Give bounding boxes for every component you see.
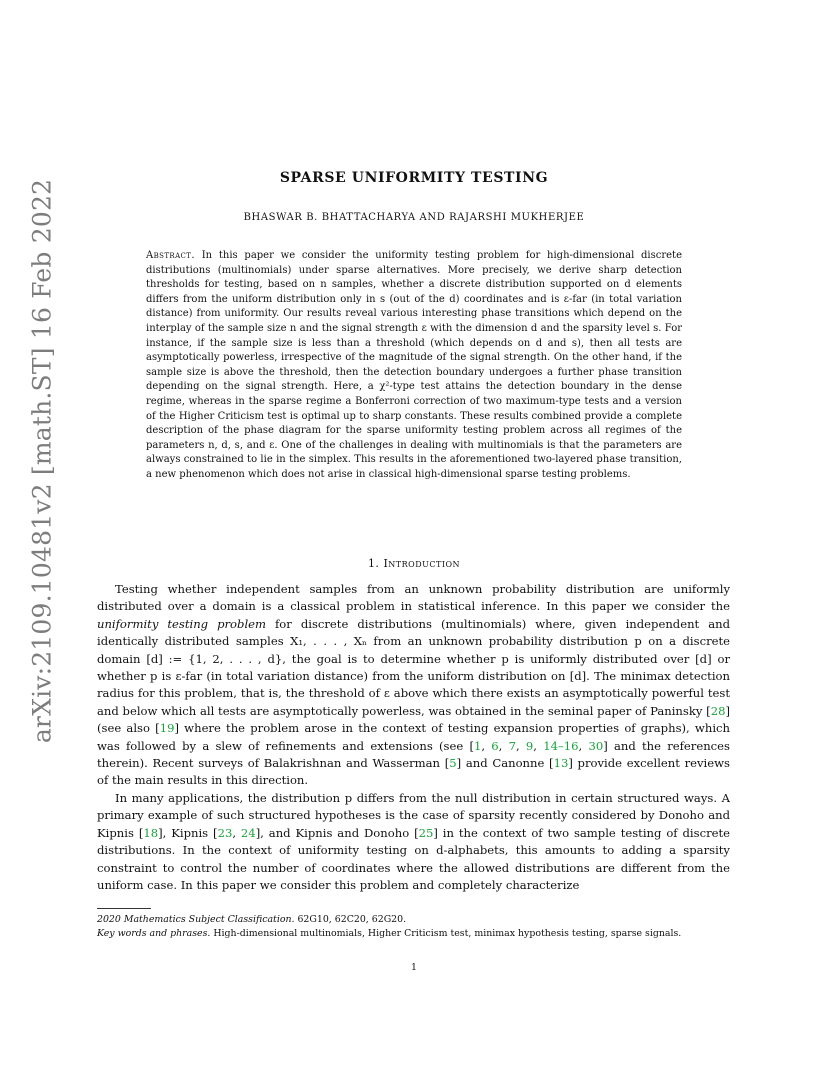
text-run: ] provide excellent reviews of the main results in this direction. [97,756,730,788]
paragraph-1: Testing whether independent samples from an unknown probability distribution are uniformly distributed over a domain is a classical problem in statistical inference. In this paper we consider the uniformity testing problem for discrete distributions (multinomials) where, given independent and identically distributed samples X₁, . . . , Xₙ from an unknown probability distribution p on a discrete domain [d] := {1, 2, . . . , d}, the goal is to determine whether p is uniformly distributed over [d] or whether p is ε-far (in total variation distance) from the uniform distribution on [d]. The minimax detection radius for this problem, that is, the threshold of ε above which there exists an asymptotically powerful test and below which all tests are asymptotically powerless, was obtained in the seminal paper of Paninsky [28] (see also [19] where the problem arose in the context of testing expansion properties of graphs), which was followed by a slew of refinements and extensions (see [1, 6, 7, 9, 14–16, 30] and the references therein). Recent surveys of Balakrishnan and Wasserman [5] and Canonne [13] provide excellent reviews of the main results in this direction. [97,582,730,788]
footnote-msc-text: 62G10, 62C20, 62G20. [294,914,407,925]
emphasis: uniformity testing problem [97,616,267,631]
abstract-label: Abstract. [146,250,195,261]
body-text [97,581,730,894]
text-run: In many applications, the distribution p differs from the null distribution in certain structured ways. A primary example of such structured hypotheses is the case of sparsity recently considered by Donoho and Kipnis [ [97,790,730,840]
text-run: ] (see also [ [97,703,730,736]
citation-link[interactable]: 19 [159,721,175,736]
citation-link[interactable]: 28 [710,703,726,718]
citation-link[interactable]: 25 [418,825,434,840]
citation-link[interactable]: 7 [508,738,516,753]
citation-link[interactable]: 18 [143,825,159,840]
citation-link[interactable]: 23 [217,825,233,840]
arxiv-stamp [22,178,62,744]
citation-link[interactable]: 9 [525,738,534,753]
paragraph-2: In many applications, the distribution p differs from the null distribution in certain structured ways. A primary example of such structured hypotheses is the case of sparsity recently considered by Donoho and Kipnis [18], Kipnis [23, 24], and Kipnis and Donoho [25] in the context of two sample testing of discrete distributions. In the context of uniformity testing on d-alphabets, this amounts to adding a sparsity constraint to control the number of coordinates where the allowed distributions are different from the uniform case. In this paper we consider this problem and completely characterize [97,790,730,892]
footnote-keywords-text: High-dimensional multinomials, Higher Criticism test, minimax hypothesis testing, sparse signals. [210,928,682,939]
abstract-text: In this paper we consider the uniformity testing problem for high-dimensional discrete distributions (multinomials) under sparse alternatives. More precisely, we derive sharp detection thresholds for testing, based on n samples, whether a discrete distribution supported on d elements differs from the uniform distribution only in s (out of the d) coordinates and is ε-far (in total variation distance) from uniformity. Our results reveal various interesting phase transitions which depend on the interplay of the sample size n and the signal strength ε with the dimension d and the sparsity level s. For instance, if the sample size is less than a threshold (which depends on d and s), then all tests are asymptotically powerless, irrespective of the magnitude of the signal strength. On the other hand, if the sample size is above the threshold, then the detection boundary undergoes a further phase transition depending on the signal strength. Here, a χ²-type test attains the detection boundary in the dense regime, whereas in the sparse regime a Bonferroni correction of two maximum-type tests and a version of the Higher Criticism test is optimal up to sharp constants. These results combined provide a complete description of the phase diagram for the sparse uniformity testing problem across all regimes of the parameters n, d, s, and ε. One of the challenges in dealing with multinomials is that the parameters are always constrained to lie in the simplex. This results in the aforementioned two-layered phase transition, a new phenomenon which does not arise in classical high-dimensional sparse testing problems. [146,250,682,480]
page-number: 1 [411,962,417,973]
citation-link[interactable]: 24 [240,825,256,840]
footnote-keywords [97,927,730,941]
section-number: 1. [367,557,380,570]
abstract [146,249,682,483]
text-run: ] where the problem arose in the context of testing expansion properties of graphs), which was followed by a slew of refinements and extensions (see [ [97,721,730,753]
arxiv-stamp-text: arXiv:2109.10481v2 [math.ST] 16 Feb 2022 [27,178,57,744]
paper-authors: BHASWAR B. BHATTACHARYA AND RAJARSHI MUKHERJEE [243,212,585,223]
text-run: ], Kipnis [ [158,825,218,840]
footnote-rule [97,908,151,909]
footnotes [97,913,730,941]
citation-link[interactable]: 13 [553,756,569,771]
paper-title: SPARSE UNIFORMITY TESTING [279,170,549,186]
footnote-keywords-label: Key words and phrases. [97,928,211,939]
text-run: ] and Canonne [ [456,756,554,771]
citation-link[interactable]: 1 [473,738,482,753]
citation-link[interactable]: 6 [491,738,499,753]
citation-link[interactable]: 14–16 [543,738,579,753]
text-run: ], and Kipnis and Donoho [ [255,825,419,840]
footnote-msc-label: 2020 Mathematics Subject Classification. [97,914,295,925]
text-run: ] and the references therein). Recent surveys of Balakrishnan and Wasserman [ [97,738,730,771]
citation-link[interactable]: 5 [449,756,457,771]
text-run: Testing whether independent samples from an unknown probability distribution are uniformly distributed over a domain is a classical problem in statistical inference. In this paper we consider the [97,582,730,614]
section-heading [0,557,828,570]
text-run: ] in the context of two sample testing of discrete distributions. In the context of uniformity testing on d-alphabets, this amounts to adding a sparsity constraint to control the number of coordinates where the allowed distributions are different from the uniform case. In this paper we consider this problem and completely characterize [97,825,730,892]
citation-link[interactable]: 30 [588,738,604,753]
text-run: for discrete distributions (multinomials) where, given independent and identically distributed samples X₁, . . . , Xₙ from an unknown probability distribution p on a discrete domain [d] := {1, 2, . . . , d}, the goal is to determine whether p is uniformly distributed over [d] or whether p is ε-far (in total variation distance) from the uniform distribution on [d]. The minimax detection radius for this problem, that is, the threshold of ε above which there exists an asymptotically powerful test and below which all tests are asymptotically powerless, was obtained in the seminal paper of Paninsky [ [97,616,730,718]
section-title: Introduction [383,557,461,570]
footnote-msc [97,913,730,927]
